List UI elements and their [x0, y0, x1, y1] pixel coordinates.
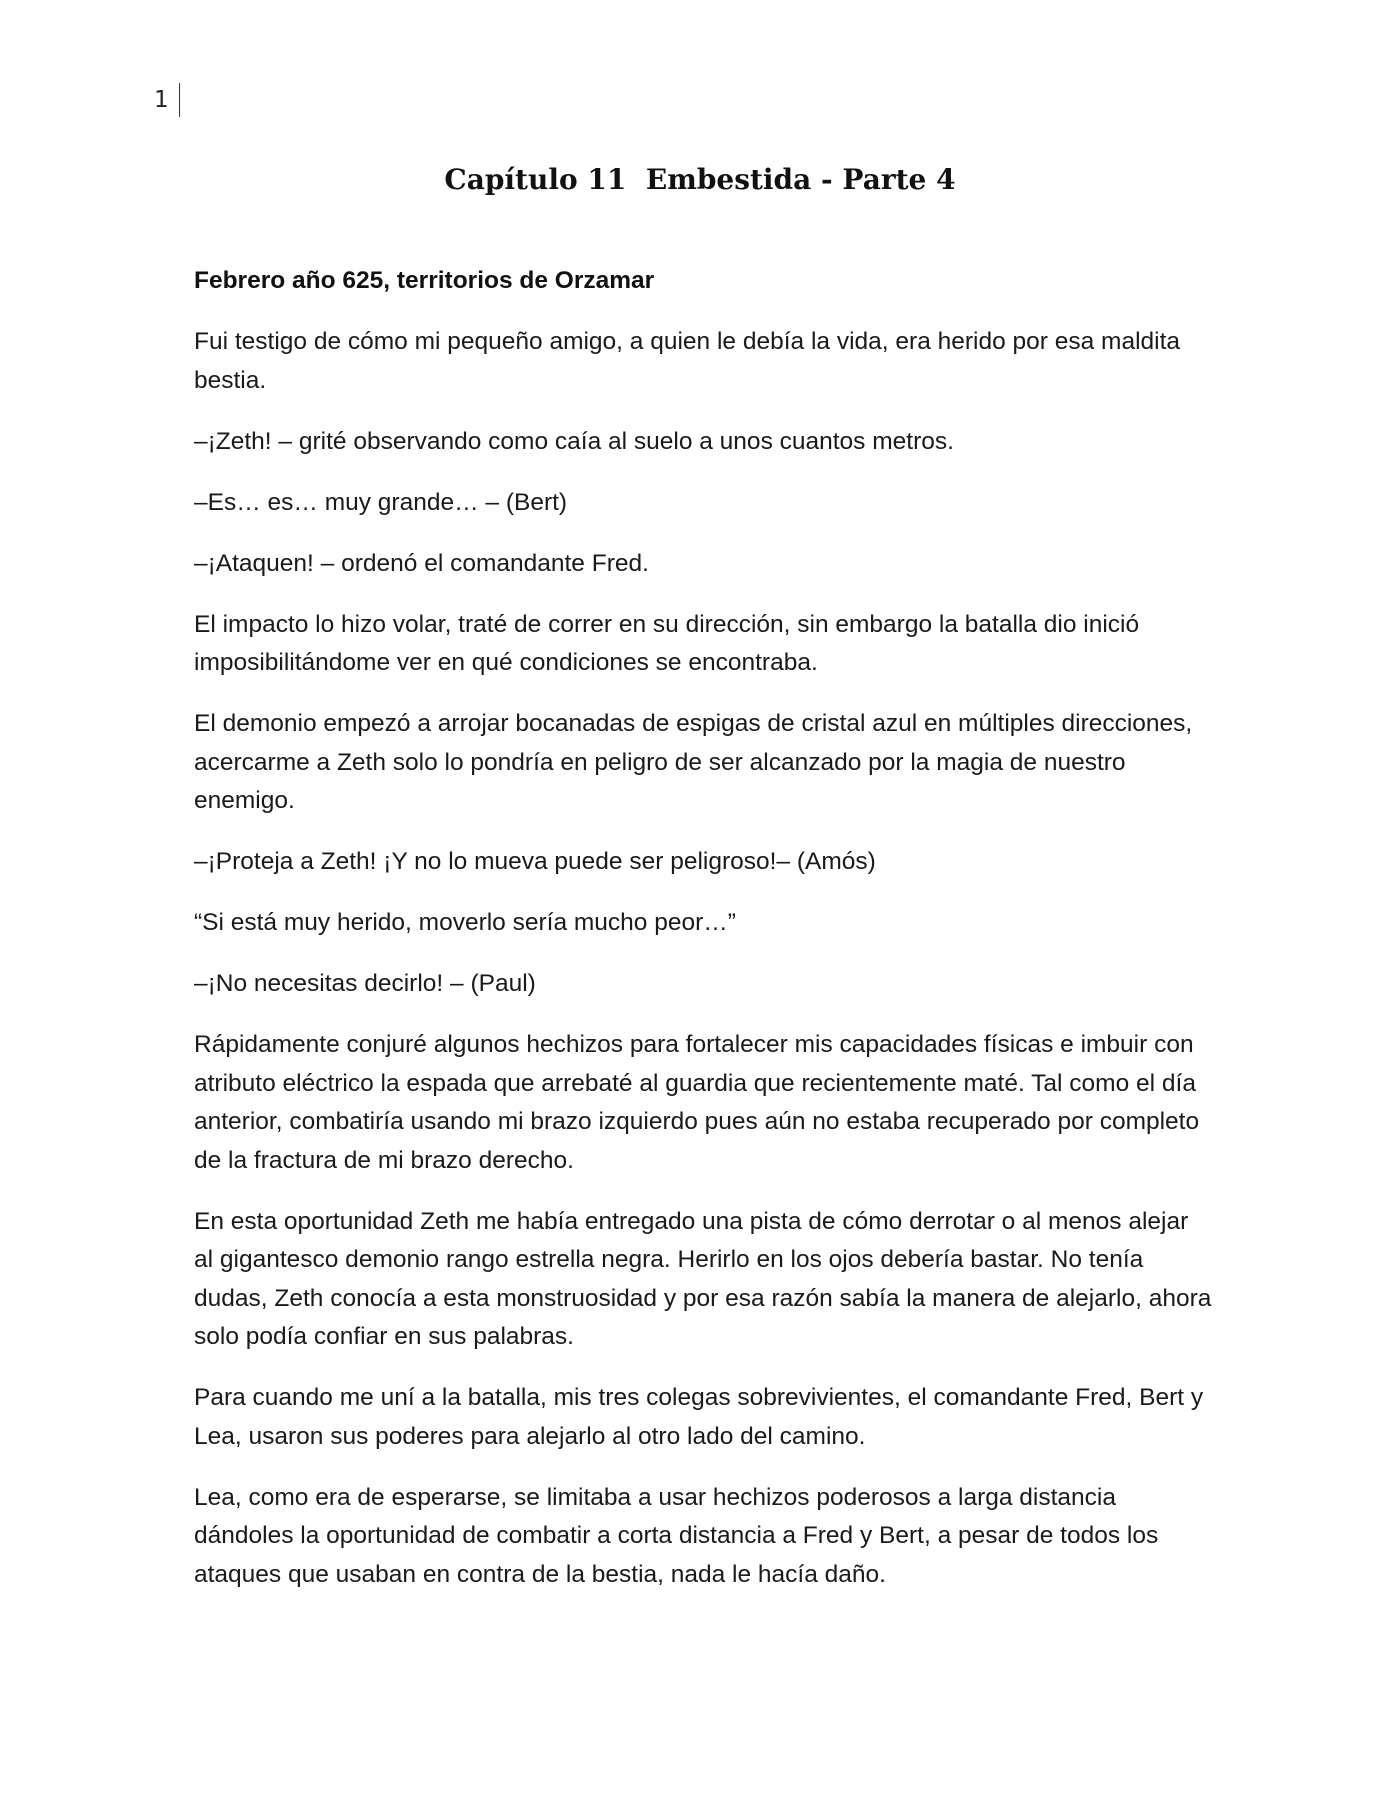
paragraph: –¡No necesitas decirlo! – (Paul) [194, 970, 536, 997]
paragraph: El demonio empezó a arrojar bocanadas de espigas de cristal azul en múltiples direcciones, acercarme a Zeth solo lo pondría en peligro de ser alcanzado por la magia de nuestro enemigo. [194, 710, 1193, 814]
paragraph: En esta oportunidad Zeth me había entregado una pista de cómo derrotar o al menos alejar al gigantesco demonio rango estrella negra. Herirlo en los ojos debería bastar. No tenía dudas, Zeth conocía a esta monstruosidad y por esa razón sabía la manera de alejarlo, ahora solo podía confiar en sus palabras. [194, 1207, 1212, 1350]
paragraph: –¡Zeth! – grité observando como caía al suelo a unos cuantos metros. [194, 427, 954, 455]
paragraph: Lea, como era de esperarse, se limitaba a usar hechizos poderosos a larga distancia dándoles la oportunidad de combatir a corta distancia a Fred y Bert, a pesar de todos los ataques que usaban en contra de la bestia, nada le hacía daño. [194, 1483, 1159, 1588]
paragraph: –¡Proteja a Zeth! ¡Y no lo mueva puede ser peligroso!– (Amós) [194, 848, 876, 875]
header-divider [179, 83, 180, 117]
chapter-title: Capítulo 11 Embestida - Parte 4 [444, 163, 956, 196]
paragraph: Rápidamente conjuré algunos hechizos para fortalecer mis capacidades físicas e imbuir con atributo eléctrico la espada que arrebaté al guardia que recientemente maté. Tal como el día anterior, combatiría usando mi brazo izquierdo pues aún no estaba recuperado por completo de la fractura de mi brazo derecho. [194, 1031, 1200, 1174]
page-header [154, 84, 180, 116]
page-number: 1 [154, 87, 169, 113]
paragraph: –Es… es… muy grande… – (Bert) [194, 488, 568, 516]
section-subheading: Febrero año 625, territorios de Orzamar [194, 267, 655, 294]
paragraph: Fui testigo de cómo mi pequeño amigo, a quien le debía la vida, era herido por esa maldita bestia. [194, 328, 1181, 394]
paragraph: El impacto lo hizo volar, traté de correr en su dirección, sin embargo la batalla dio inició imposibilitándome ver en qué condiciones se encontraba. [194, 610, 1140, 676]
paragraph: “Si está muy herido, moverlo sería mucho peor…” [194, 909, 736, 936]
document-body [194, 262, 1214, 1617]
paragraph: –¡Ataquen! – ordenó el comandante Fred. [194, 549, 649, 577]
paragraph: Para cuando me uní a la batalla, mis tres colegas sobrevivientes, el comandante Fred, Bert y Lea, usaron sus poderes para alejarlo al otro lado del camino. [194, 1384, 1204, 1450]
